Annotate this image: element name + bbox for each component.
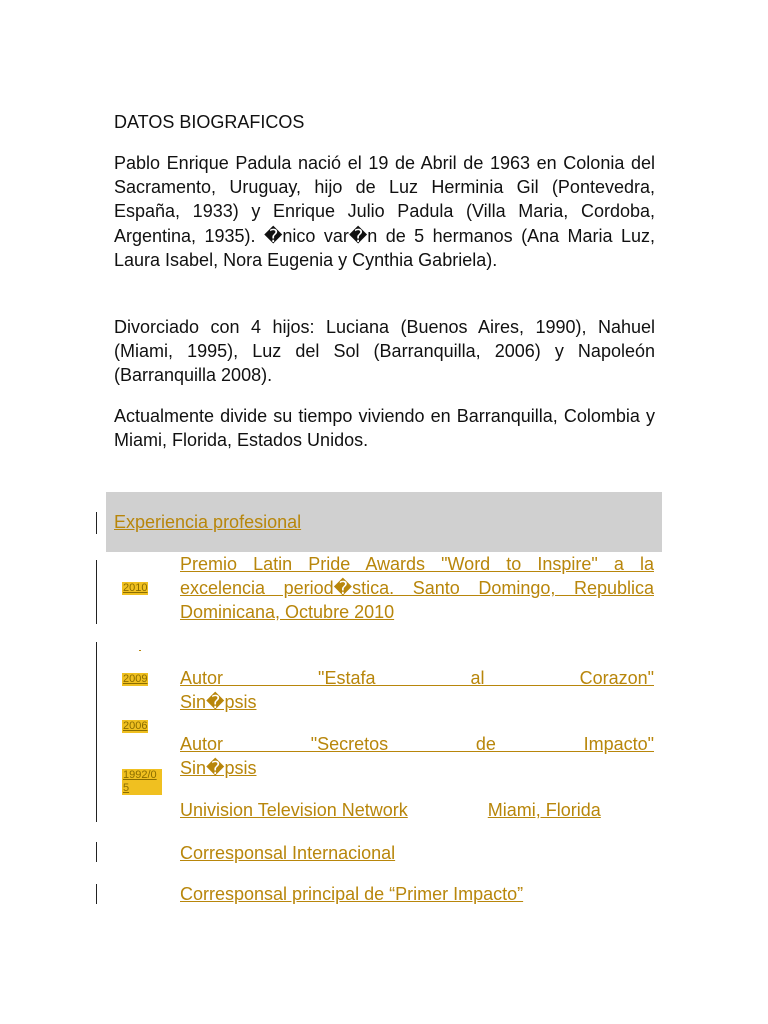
synopsis-link[interactable]: Sin�psis bbox=[180, 758, 257, 779]
role-correspondent-link[interactable]: Corresponsal Internacional bbox=[180, 843, 396, 863]
biography-paragraph: Pablo Enrique Padula nació el 19 de Abril de 1963 en Colonia del Sacramento, Uruguay, hijo de Luz Herminia Gil (Pontevedra, España, 1933) y Enrique Julio Padula (Villa Maria, Cordoba, Argentina, 1935). �nico var�n de 5 hermanos (Ana Maria Luz, Laura Isabel, Nora Eugenia y Cynthia Gabriela). bbox=[114, 153, 655, 270]
employer-location: Miami, Florida bbox=[487, 800, 601, 820]
list-marker bbox=[139, 650, 141, 651]
children-paragraph: Divorciado con 4 hijos: Luciana (Buenos Aires, 1990), Nahuel (Miami, 1995), Luz del Sol (Barranquilla, 2006) y Napoleón (Barranquilla 2008). bbox=[114, 317, 655, 386]
margin-bar bbox=[96, 642, 97, 822]
year-2006-label[interactable]: 2006 bbox=[123, 720, 148, 732]
employer-link[interactable] bbox=[180, 800, 601, 820]
margin-bar bbox=[96, 512, 97, 534]
year-1992-label[interactable]: 1992/05 bbox=[122, 769, 162, 795]
book-title-link[interactable]: Autor "Secretos de Impacto" bbox=[180, 734, 654, 754]
year-2010-label[interactable]: 2010 bbox=[123, 582, 148, 594]
residence-paragraph: Actualmente divide su tiempo viviendo en Barranquilla, Colombia y Miami, Florida, Estados Unidos. bbox=[114, 406, 655, 451]
book-entry-estafa bbox=[180, 666, 654, 714]
role-primer-impacto-link[interactable]: Corresponsal principal de “Primer Impacto” bbox=[180, 884, 524, 904]
book-title-link[interactable]: Autor "Estafa al Corazon" bbox=[180, 668, 654, 688]
margin-bar bbox=[96, 842, 97, 862]
margin-bar bbox=[96, 560, 97, 624]
book-entry-secretos bbox=[180, 732, 654, 780]
section-heading: DATOS BIOGRAFICOS bbox=[114, 112, 305, 132]
award-entry-link[interactable]: Premio Latin Pride Awards "Word to Inspire" a la excelencia period�stica. Santo Domingo, Republica Dominicana, Octubre 2010 bbox=[180, 554, 654, 623]
year-2009-label[interactable]: 2009 bbox=[123, 673, 148, 685]
margin-bar bbox=[96, 884, 97, 904]
employer-entry bbox=[180, 798, 654, 822]
experience-title-link[interactable]: Experiencia profesional bbox=[114, 512, 302, 532]
employer-name: Univision Television Network bbox=[180, 800, 408, 820]
synopsis-link[interactable]: Sin�psis bbox=[180, 692, 257, 713]
